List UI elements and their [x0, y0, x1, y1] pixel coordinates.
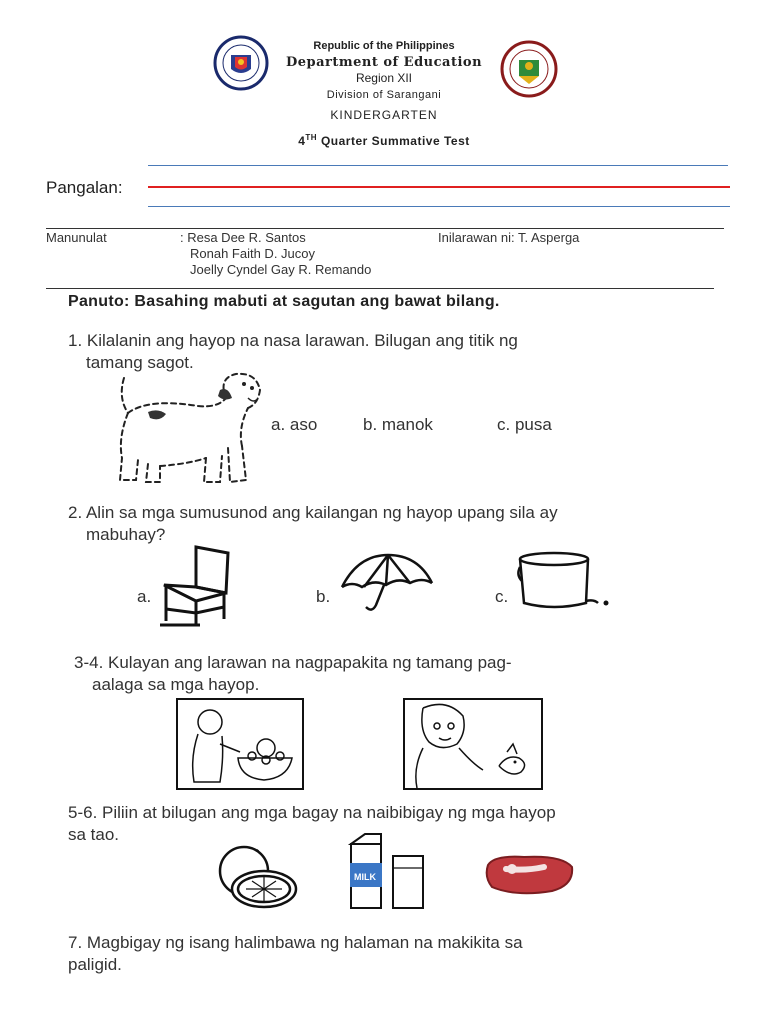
choice-c[interactable]: c. pusa: [497, 415, 552, 434]
division-text: Division of Sarangani: [326, 89, 442, 101]
choice-a[interactable]: a. aso: [271, 415, 318, 434]
illustrator-text: Inilarawan ni: T. Asperga: [438, 230, 580, 245]
name-answer-line[interactable]: [148, 186, 730, 188]
milk-label: MILK: [354, 872, 376, 882]
question-5-6: 5-6. Piliin at bilugan ang mga bagay na naibibigay ng mga hayop sa tao.: [68, 803, 556, 844]
guide-line-bottom: [148, 206, 730, 207]
svg-text:*: *: [256, 848, 260, 857]
level-text: KINDERGARTEN: [330, 108, 438, 122]
guide-line-top: [148, 165, 728, 166]
umbrella-icon: [338, 553, 434, 620]
question-7: 7. Magbigay ng isang halimbawa ng halaman na makikita sa paligid.: [68, 933, 523, 974]
milk-carton-and-glass-icon[interactable]: [345, 832, 435, 921]
choice-b[interactable]: b. manok: [363, 415, 433, 434]
divider: [46, 288, 714, 289]
children-bathing-pet-image[interactable]: [176, 698, 304, 795]
instructions: Panuto: Basahing mabuti at sagutan ang bawat bilang.: [68, 293, 500, 310]
girl-feeding-bird-image[interactable]: [403, 698, 543, 795]
author-name: Ronah Faith D. Jucoy: [190, 246, 316, 261]
water-bucket-icon: [514, 551, 610, 616]
authors-label: Manunulat: [46, 230, 107, 245]
choice-a[interactable]: a.: [137, 587, 152, 606]
republic-title: Republic of the Philippines: [313, 40, 455, 52]
question-1: 1. Kilalanin ang hayop na nasa larawan. Bilugan ang titik ng tamang sagot.: [68, 331, 518, 372]
meat-steak-icon[interactable]: [482, 851, 576, 902]
author-name: Joelly Cyndel Gay R. Remando: [190, 262, 372, 277]
chair-icon: [156, 543, 238, 632]
author-name: : Resa Dee R. Santos: [180, 230, 306, 245]
test-title: 4TH Quarter Summative Test: [298, 133, 470, 148]
region-text: Region XII: [355, 71, 413, 85]
divider: [46, 228, 724, 229]
orange-fruit-icon[interactable]: [208, 843, 300, 918]
question-3-4: 3-4. Kulayan ang larawan na nagpapakita ng tamang pag- aalaga sa mga hayop.: [74, 653, 512, 694]
question-2: 2. Alin sa mga sumusunod ang kailangan ng hayop upang sila ay mabuhay?: [68, 503, 558, 544]
choice-b[interactable]: b.: [316, 587, 331, 606]
choice-c[interactable]: c.: [495, 587, 509, 606]
department-title: Department of Education: [285, 55, 483, 70]
dog-drawing-icon: [108, 368, 263, 495]
name-label: Pangalan:: [46, 178, 123, 197]
